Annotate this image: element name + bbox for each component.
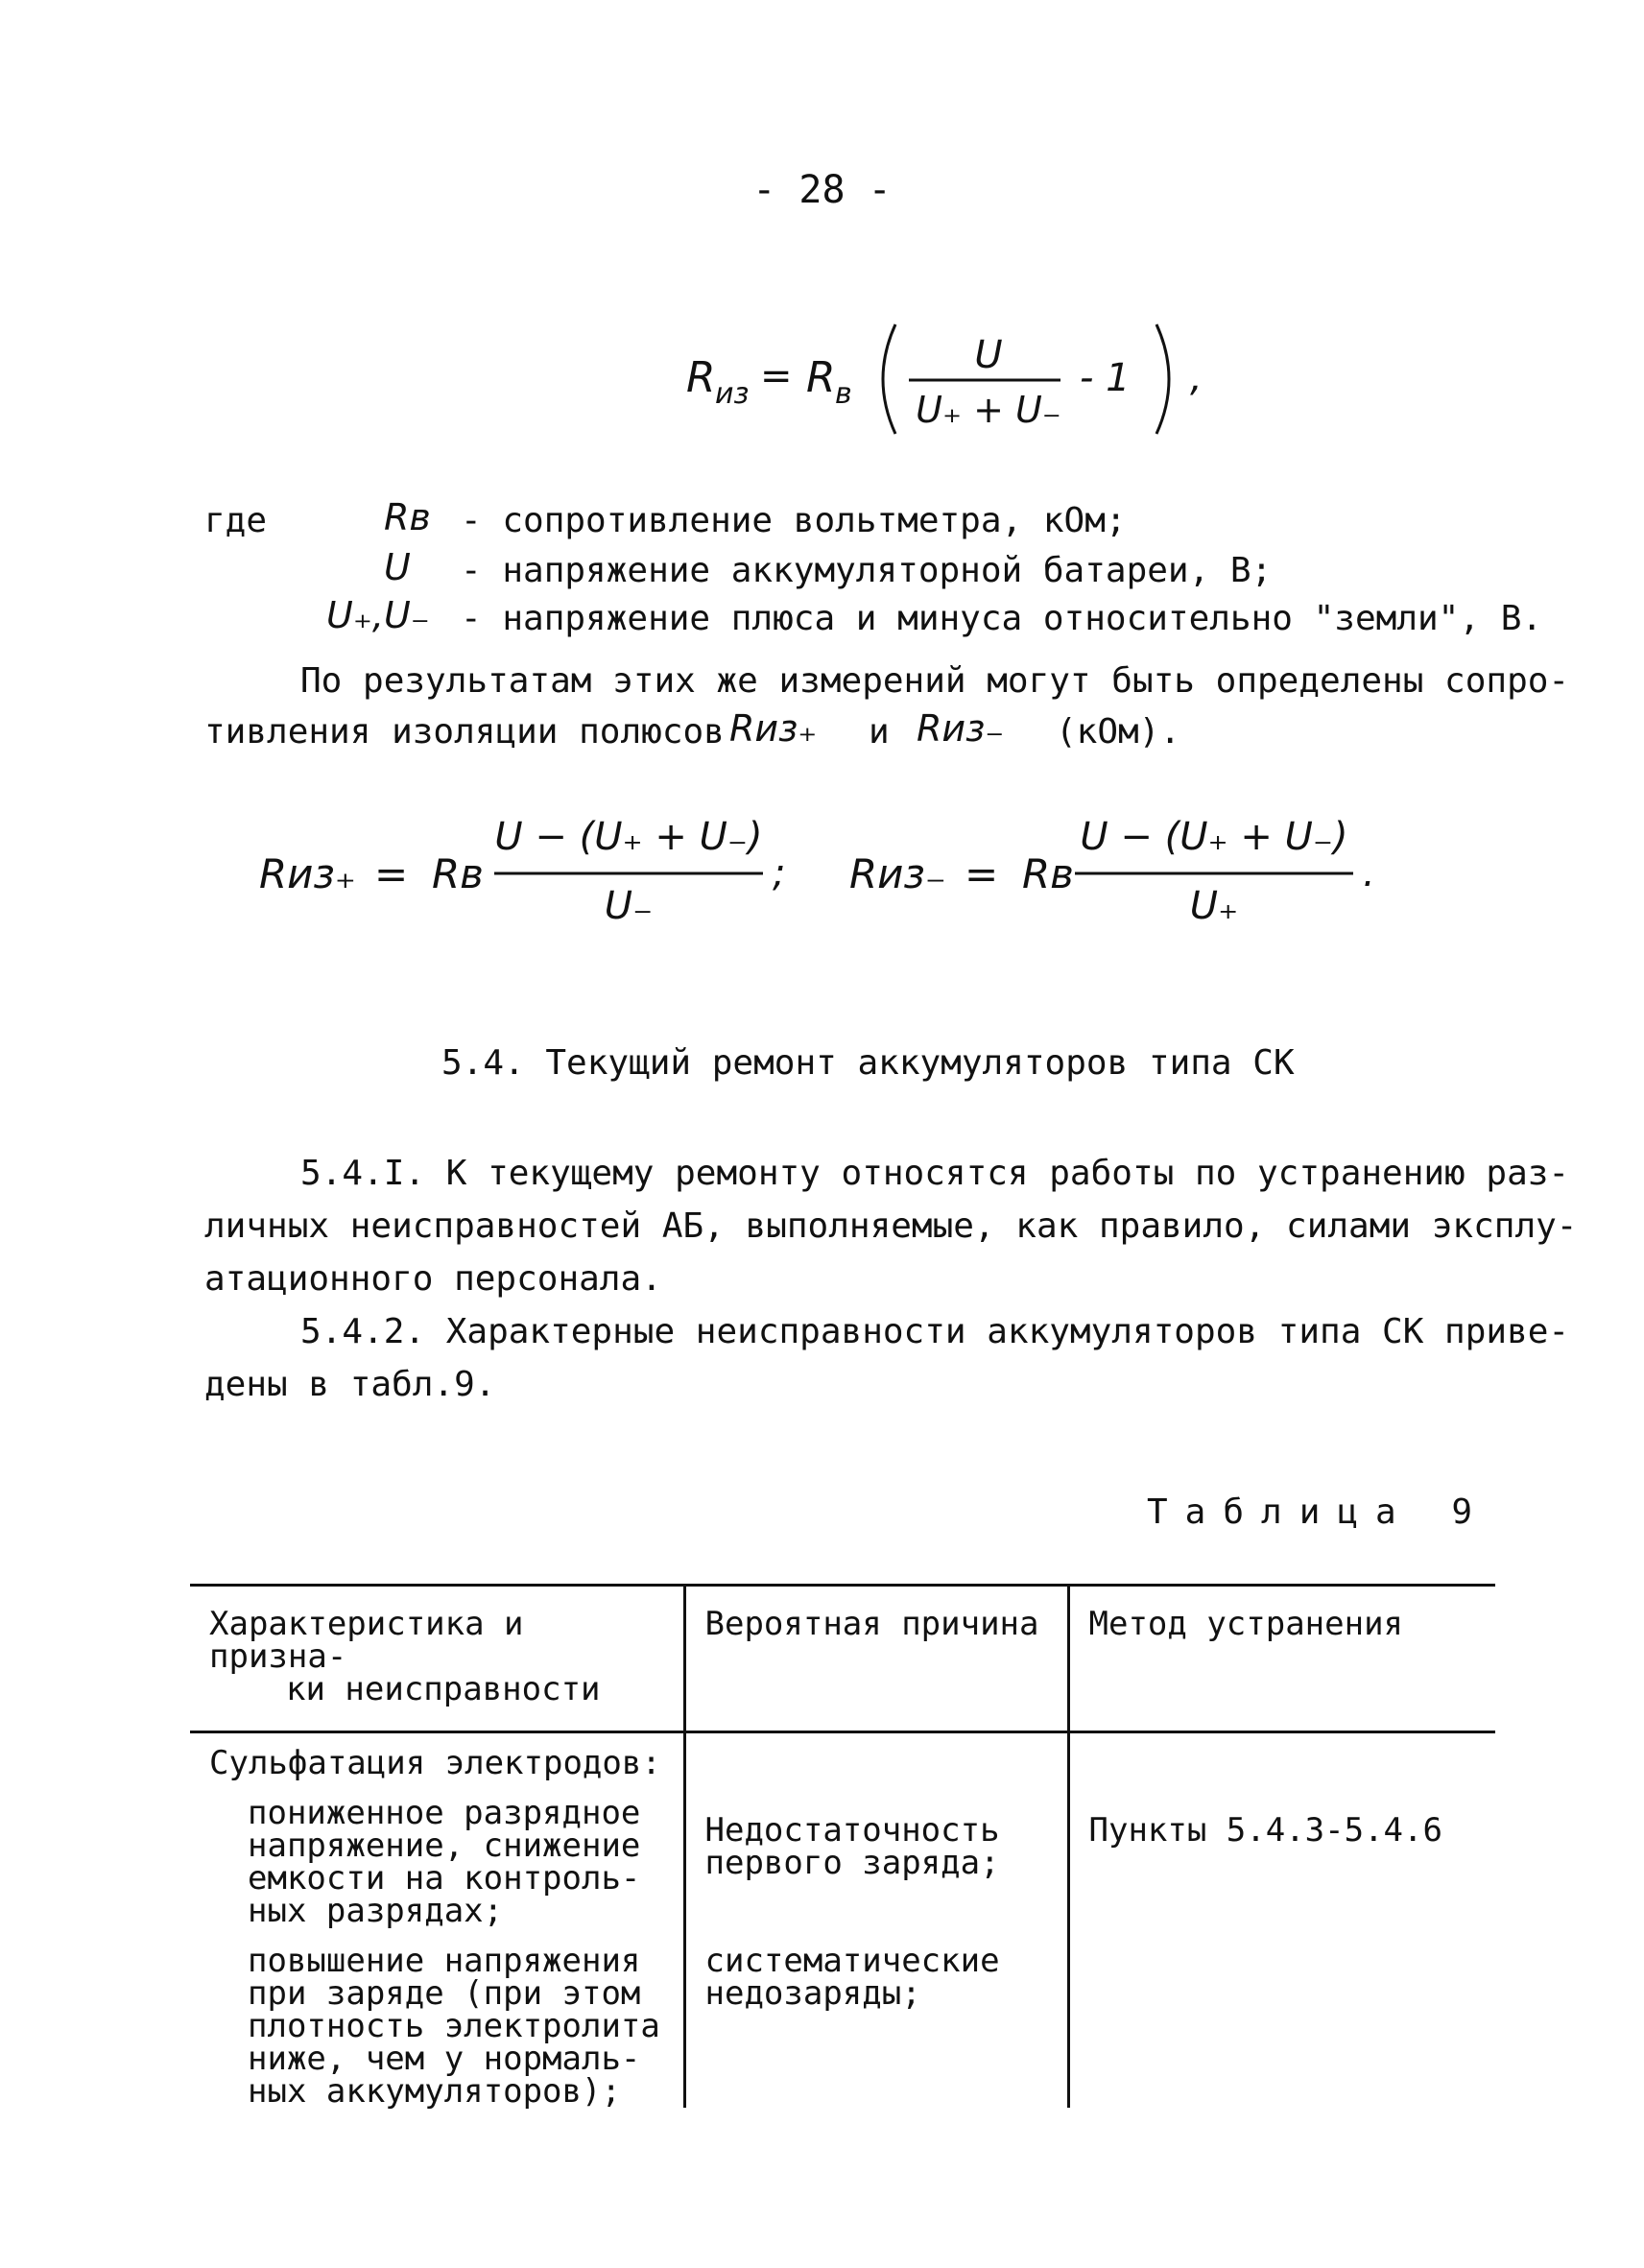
formula-right-rv: Rв [1022, 850, 1074, 897]
formula-insulation-resistance [672, 317, 1209, 442]
table-cell-method [1068, 1927, 1495, 2108]
symptom-line: при заряде (при этом [248, 1974, 641, 2013]
formula-left-denominator: U₋ [604, 884, 654, 928]
word-and: и [869, 712, 890, 752]
formula-right-fraction-bar [1075, 871, 1353, 875]
symbol-r-plus: Rиз₊ [729, 707, 818, 750]
cause-line: недозаряды; [704, 1974, 921, 2013]
where-word: где [204, 501, 268, 540]
method-text: Пункты 5.4.3-5.4.6 [1088, 1811, 1442, 1850]
formula-rv-sub: в [835, 377, 852, 411]
symbol-r-minus: Rиз₋ [917, 707, 1005, 750]
paragraph-5-4-2-line: дены в табл.9. [204, 1365, 496, 1404]
symptom-line: емкости на контроль- [248, 1859, 641, 1898]
formula-right-denominator: U₊ [1189, 884, 1239, 928]
table-row [190, 1732, 1495, 1928]
symptom-line: повышение напряжения [248, 1942, 641, 1980]
paragraph-5-4-1-line: атационного персонала. [204, 1259, 662, 1299]
symptom-line: напряжение, снижение [248, 1826, 641, 1865]
formula-left-numerator: U − (U₊ + U₋) [494, 815, 763, 859]
cause-line: первого заряда; [704, 1844, 1000, 1882]
section-heading: 5.4. Текущий ремонт аккумуляторов типа СК [441, 1043, 1295, 1083]
table-cell-cause [684, 1732, 1068, 1928]
formula-minus-one: - 1 [1080, 356, 1131, 400]
formula-right-lhs: Rиз₋ [849, 850, 946, 897]
cause-line: Недостаточность [704, 1811, 1000, 1850]
symptom-line: пониженное разрядное [248, 1794, 641, 1832]
table-cell-cause [684, 1927, 1068, 2108]
table-header-method [1068, 1586, 1495, 1732]
where-symbol-u: U [384, 546, 411, 588]
formula-left-rv: Rв [432, 850, 484, 897]
formula-trailing: , [1190, 356, 1203, 400]
table-row [190, 1927, 1495, 2108]
paragraph-5-4-1-line: 5.4.I. К текущему ремонту относятся работы по устранению раз- [300, 1154, 1570, 1193]
header-text: Характеристика и призна- [209, 1605, 524, 1676]
unit-kohm: (кОм). [1056, 712, 1181, 752]
formula-right-eq: = [965, 850, 999, 897]
page-number: - 28 - [752, 168, 892, 212]
header-text: Вероятная причина [704, 1605, 1039, 1643]
table-cell-symptom [190, 1732, 684, 1928]
paragraph-results-line2: тивления изоляции полюсов [204, 712, 725, 752]
where-desc-upm: - напряжение плюса и минуса относительно "земли", В. [461, 599, 1543, 638]
cause-line: систематические [704, 1942, 1000, 1980]
table-header-row [190, 1586, 1495, 1732]
paragraph-results-line1: По результатам этих же измерений могут быть определены сопро- [300, 661, 1570, 701]
symptom-line: плотность электролита [248, 2007, 660, 2045]
fault-table [190, 1584, 1495, 2111]
symptom-line: ных разрядах; [248, 1892, 504, 1930]
formula-eq: = [760, 354, 793, 398]
formula-numerator: U [974, 333, 1003, 377]
formula-end: . [1363, 851, 1375, 895]
header-text: ки неисправности [286, 1670, 601, 1708]
where-symbol-upm: U₊,U₋ [326, 594, 430, 636]
formula-lhs: R [686, 353, 716, 402]
where-desc-rv: - сопротивление вольтметра, кОм; [461, 501, 1127, 540]
group-title: Сульфатация электродов: [209, 1744, 661, 1782]
formula-denominator: U₊ + U₋ [916, 389, 1061, 431]
formula-right-numerator: U − (U₊ + U₋) [1080, 815, 1348, 859]
table-caption: Таблица 9 [1147, 1492, 1490, 1532]
symptom-line: ных аккумуляторов); [248, 2072, 621, 2111]
paragraph-5-4-2-line: 5.4.2. Характерные неисправности аккумуляторов типа СК приве- [300, 1312, 1570, 1351]
formula-pole-resistances [250, 806, 1382, 941]
header-text: Метод устранения [1088, 1605, 1404, 1643]
formula-left-fraction-bar [494, 871, 763, 875]
table-header-symptom [190, 1586, 684, 1732]
table-header-cause [684, 1586, 1068, 1732]
formula-rv: R [806, 353, 836, 402]
formula-left-eq: = [374, 850, 409, 897]
formula-lhs-sub: из [715, 377, 750, 411]
symptom-line: ниже, чем у нормаль- [248, 2040, 641, 2078]
formula-separator: ; [773, 851, 786, 895]
paragraph-5-4-1-line: личных неисправностей АБ, выполняемые, как правило, силами эксплу- [204, 1206, 1578, 1246]
where-desc-u: - напряжение аккумуляторной батареи, В; [461, 551, 1273, 590]
formula-left-lhs: Rиз₊ [259, 850, 356, 897]
table-cell-symptom [190, 1927, 684, 2111]
table-cell-method [1068, 1732, 1495, 1928]
where-symbol-rv: Rв [384, 496, 431, 538]
